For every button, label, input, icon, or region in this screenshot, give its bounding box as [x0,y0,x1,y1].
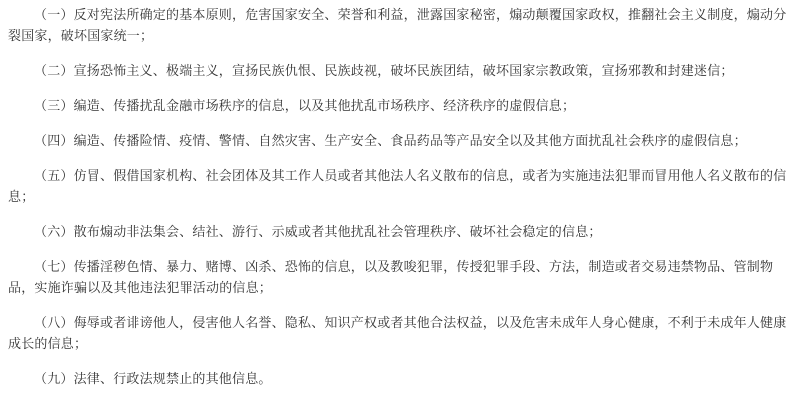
clause-4: （四）编造、传播险情、疫情、警情、自然灾害、生产安全、食品药品等产品安全以及其他方面扰乱社会秩序的虚假信息； [34,134,747,149]
clause-3: （三）编造、传播扰乱金融市场秩序的信息，以及其他扰乱市场秩序、经济秩序的虚假信息； [34,99,576,114]
clause-2: （二）宣扬恐怖主义、极端主义，宣扬民族仇恨、民族歧视，破坏民族团结，破坏国家宗教政策，宣扬邪教和封建迷信； [34,64,734,79]
clause-7: （七）传播淫秽色情、暴力、赌博、凶杀、恐怖的信息，以及教唆犯罪，传授犯罪手段、方法，制造或者交易违禁物品、管制物品，实施诈骗以及其他违法犯罪活动的信息； [8,260,774,296]
clause-6: （六）散布煽动非法集会、结社、游行、示威或者其他扰乱社会管理秩序、破坏社会稳定的信息； [34,225,602,240]
clause-5: （五）仿冒、假借国家机构、社会团体及其工作人员或者其他法人名义散布的信息，或者为实施违法犯罪而冒用他人名义散布的信息； [8,169,787,205]
clause-9: （九）法律、行政法规禁止的其他信息。 [34,372,272,387]
clause-1: （一）反对宪法所确定的基本原则，危害国家安全、荣誉和利益，泄露国家秘密，煽动颠覆国家政权，推翻社会主义制度，煽动分裂国家，破坏国家统一； [8,8,787,44]
clause-8: （八）侮辱或者诽谤他人，侵害他人名誉、隐私、知识产权或者其他合法权益，以及危害未成年人身心健康，不利于未成年人健康成长的信息； [8,316,787,352]
